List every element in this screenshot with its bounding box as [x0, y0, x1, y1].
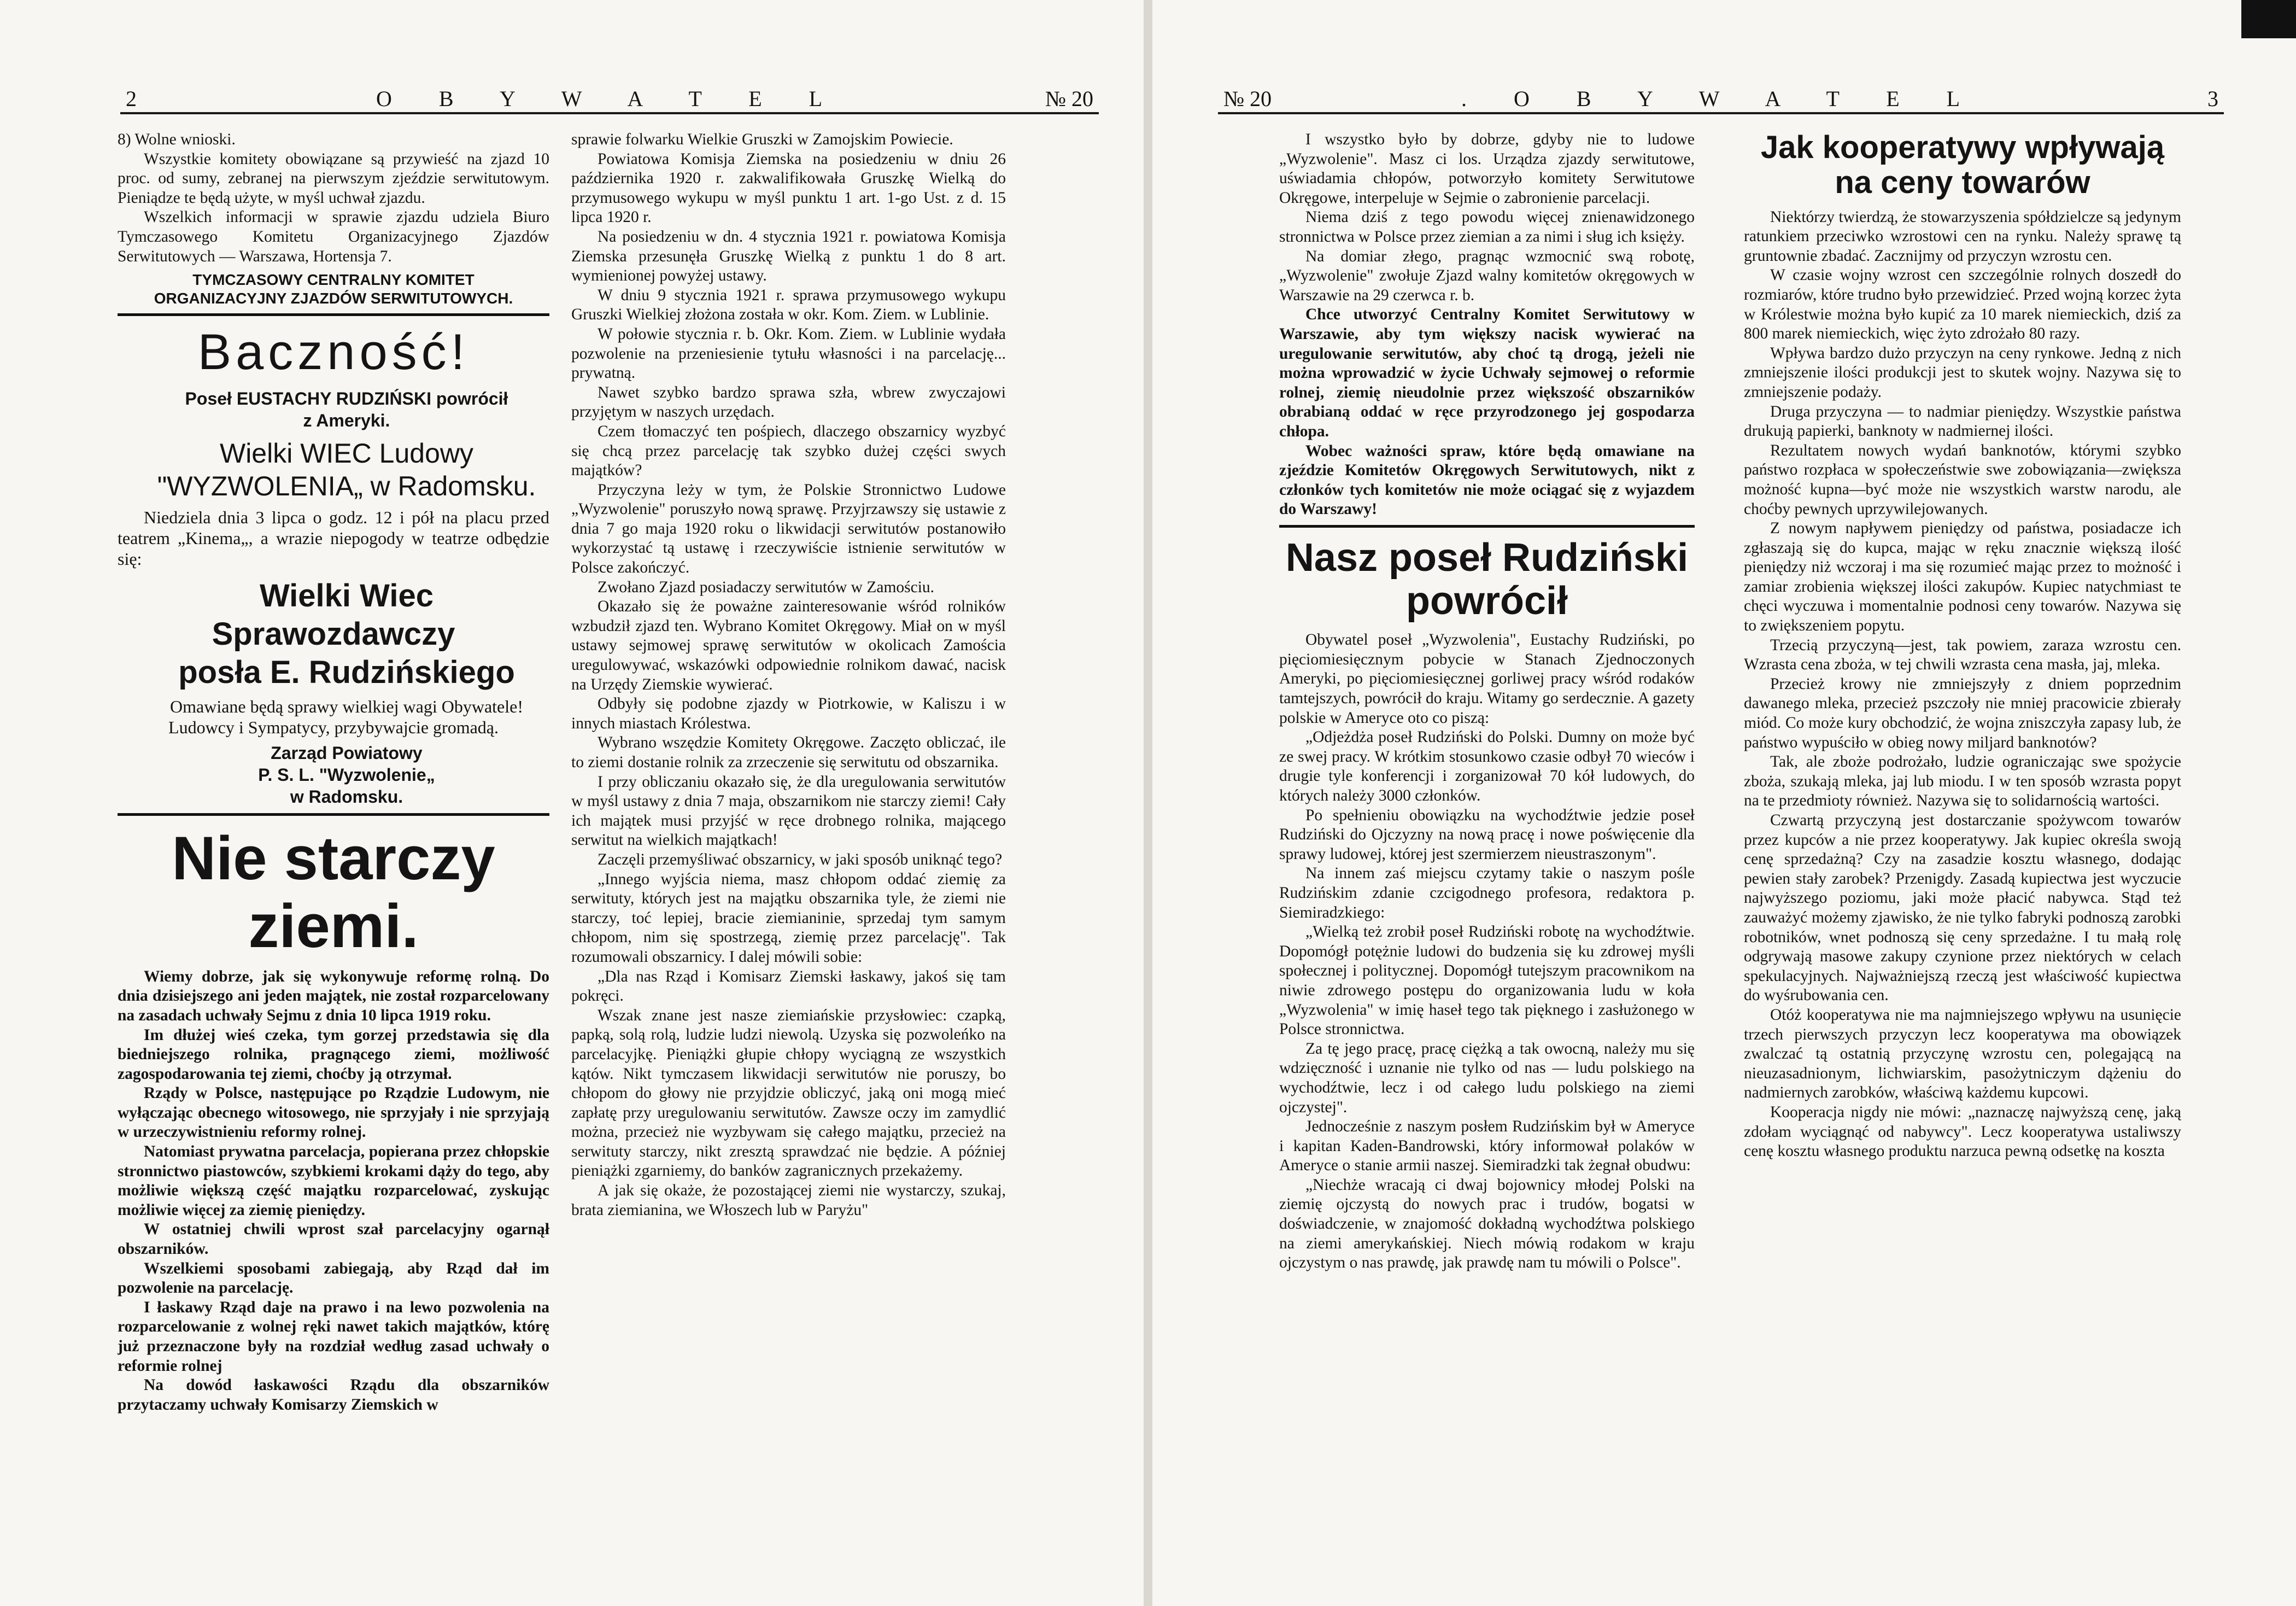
paragraph: Na domiar złego, pragnąc wzmocnić swą robotę, „Wyzwolenie" zwołuje Zjazd walny komitetów okręgowych w Warszawie na 29 czerwca r. b. [1279, 247, 1695, 304]
paragraph: Wszak znane jest nasze ziemiańskie przysłowiec: czapką, papką, solą rolą, ludzie ludzi niewolą. Uzyska się pozwoleńko na parcelacyjkę. Pieniążki głupie chłopy wyciągną ze wszystkich kątów. Nikt tymczasem likwidacji serwitutów nie poruszy, bo chłopom do głowy nie przyjdzie obliczyć, jaką oni mogą mieć zapłatę przy uregulowaniu serwitutów. Zawsze oczy im zamydlić można, przecież nie wyzbywam się całego majątku, przecież na serwituty starczy, nikt zresztą sprawdzać nie będzie. A później pieniążki zgarniemy, do banków zagranicznych przekażemy. [571, 1006, 1006, 1180]
paragraph: sprawie folwarku Wielkie Gruszki w Zamojskim Powiecie. [571, 131, 953, 148]
signature [118, 271, 549, 308]
paragraph: „Niechże wracają ci dwaj bojownicy młodej Polski na ziemię ojczystą do nowych prac i trudów, bogatsi w doświadczenie, w znajomość dokładną wychodźtwa polskiego na ziemi amerykańskiej. Niech mówią rodakom w kraju ojczystym o nas prawdę, jak prawdę nam tu mówili o Polsce". [1279, 1176, 1695, 1272]
paragraph: Na dowód łaskawości Rządu dla obszarników przytaczamy uchwały Komisarzy Ziemskich w [118, 1376, 549, 1414]
paragraph: Za tę jego pracę, pracę ciężką a tak owocną, należy mu się wdzięczność i uznanie nie tylko od nas — ludu polskiego na wychodźtwie, lecz i od całego ludu polskiego na ziemi ojczystej". [1279, 1039, 1695, 1116]
announcement-text: Niedziela dnia 3 lipca o godz. 12 i pół na placu przed teatrem „Kinema„, a wrazie niepogody w teatrze odbędzie się: [118, 507, 549, 569]
paragraph: Obywatel poseł „Wyzwolenia", Eustachy Rudziński, po pięciomiesięcznym pobycie w Stanach Zjednoczonych Ameryki, po pięciomiesięcznej gorliwej pracy wśród rodaków tamtejszych, powrócił do kraju. Witamy go serdecznie. A gazety polskie w Ameryce oto co piszą: [1279, 631, 1695, 727]
page-gutter [1144, 0, 1152, 1606]
issue-number: № 20 [1223, 86, 1272, 111]
announcement-signature: Zarząd Powiatowy [271, 743, 423, 763]
paragraph: Kooperacja nigdy nie mówi: „naznaczę najwyższą cenę, jaką zdołam wyciągnąć od nabywcy". Lecz kooperatywa ustaliwszy cenę kosztu własnego produktu narzuca pewną odsetkę na koszta [1744, 1103, 2181, 1160]
paragraph: Rezultatem nowych wydań banknotów, którymi szybko państwo rozpłaca w społeczeństwie swe zobowiązania—zwiększa możność kupna—być może nie wszystkich warstw narodu, ale choćby pewnych uprzywilejowanych. [1744, 441, 2181, 518]
paragraph: Powiatowa Komisja Ziemska na posiedzeniu w dniu 26 października 1920 r. zakwalifikowała Gruszkę Wielką do przymusowego wykupu w myśl punktu 1 art. 1-go Ust. z d. 15 lipca 1920 r. [571, 150, 1006, 226]
paragraph: Wobec ważności spraw, które będą omawiane na zjeździe Komitetów Okręgowych Serwitutowych, nikt z członków tych komitetów nie może ociągać się z wyjazdem do Warszawy! [1279, 442, 1695, 518]
column-3 [1279, 130, 1695, 1508]
page-number: 3 [2207, 86, 2218, 111]
paragraph: Okazało się że poważne zainteresowanie wśród rolników wzbudził zjazd ten. Wybrano Komitet Okręgowy. Miał on w myśl ustawy sejmowej sprawę serwitutów w okolicach Zamościa uregulowywać, wskazówki odpowiednie rolnikom dawać, nacisk na Urzędy Ziemskie wywierać. [571, 598, 1006, 693]
column-1 [118, 130, 549, 1508]
announcement-title: Baczność! [197, 324, 470, 381]
announcement-signature: w Radomsku. [290, 787, 403, 807]
divider [118, 813, 549, 816]
page-number: 2 [126, 86, 137, 111]
paragraph: „Odjeżdża poseł Rudziński do Polski. Dumny on może być ze swej pracy. W krótkim stosunkowo czasie odbył 70 wieców i drugie tyle konferencji i zorganizował 70 kół ludowych, do których należy 3000 członków. [1279, 728, 1695, 804]
paragraph: Rządy w Polsce, następujące po Rządzie Ludowym, nie wyłączając obecnego witosowego, nie sprzyjały i nie sprzyjają w urzeczywistnieniu reformy rolnej. [118, 1084, 549, 1141]
article-headline [1744, 130, 2181, 200]
paragraph: Z nowym napływem pieniędzy od państwa, posiadacze ich zgłaszają się do kupca, mając w ręku znacznie większą ilość pieniędzy niż wczoraj i ma się rozumieć mając przez to możność i zamiar zrobienia większej ilości zakupów. Kupiec natychmiast te chęci wyczuwa i momentalnie podnosi ceny towarów. Nazywa się to zwiększeniem popytu. [1744, 519, 2181, 635]
signature-line: ORGANIZACYJNY ZJAZDÓW SERWITUTOWYCH. [154, 290, 513, 307]
masthead-title: O B Y W A T E L [376, 86, 844, 111]
article-headline [118, 825, 549, 959]
paragraph: I przy obliczaniu okazało się, że dla uregulowania serwitutów w myśl ustawy z dnia 7 maja, obszarnikom nie starczy ziemi! Cały ich majątek musi przyjść w ręce drobnego rolnika, mającego serwitut na wielkich majątkach! [571, 773, 1006, 849]
announcement-text: Omawiane będą sprawy wielkiej wagi Obywatele! Ludowcy i Sympatycy, przybywajcie gromadą. [168, 697, 523, 738]
paragraph: Nawet szybko bardzo sprawa szła, wbrew zwyczajowi przyjętym w naszych urzędach. [571, 383, 1006, 421]
column-4 [1744, 130, 2181, 1508]
paragraph: Im dłużej wieś czeka, tym gorzej przedstawia się dla biedniejszego rolnika, pragnącego ziemi, możliwość zagospodarowania tej ziemi, choćby ją otrzymał. [118, 1026, 549, 1083]
paragraph: Przyczyna leży w tym, że Polskie Stronnictwo Ludowe „Wyzwolenie" poruszyło nową sprawę. Przyjrzawszy się ustawie z dnia 7 go maja 1920 roku o likwidacji serwitutów postanowiło wykorzystać tą ustawę i rzeczywiście istnienie serwitutów w Polsce zakończyć. [571, 481, 1006, 577]
signature-line: TYMCZASOWY CENTRALNY KOMITET [192, 271, 475, 289]
paragraph: Czem tłomaczyć ten pośpiech, dlaczego obszarnicy wyzbyć się chcą przez parcelację tak szybko dużej części swych majątków? [571, 422, 1006, 480]
paragraph: Wszelkich informacji w sprawie zjazdu udziela Biuro Tymczasowego Komitetu Organizacyjnego Zjazdów Serwitutowych — Warszawa, Hortensja 7. [118, 208, 549, 265]
paragraph: Wszystkie komitety obowiązane są przywieść na zjazd 10 proc. od sumy, zebranej na pierwszym zjeździe serwitutowym. Pieniądze te będą użyte, w myśl uchwał zjazdu. [118, 150, 549, 207]
paragraph: Po spełnieniu obowiązku na wychodźtwie jedzie poseł Rudziński do Ojczyzny na nową pracę i nowe poświęcenie dla sprawy ludowej, której jest szermierzem nieustraszonym". [1279, 806, 1695, 863]
announcement-line: z Ameryki. [303, 411, 390, 431]
paragraph: W czasie wojny wzrost cen szczególnie rolnych doszedł do rozmiarów, które trudno było przewidzieć. Przed wojną korzec żyta w Królestwie można było kupić za 10 marek niemieckich, dziś za 800 marek niemieckich, więc żyto zdrożało 80 razy. [1744, 266, 2181, 343]
paragraph: Na innem zaś miejscu czytamy takie o naszym pośle Rudzińskim zdanie czcigodnego profesora, redaktora p. Siemiradzkiego: [1279, 865, 1695, 921]
masthead-title: . O B Y W A T E L [1461, 86, 1981, 111]
divider [1279, 525, 1695, 528]
page-right [1152, 0, 2296, 1606]
paragraph: A jak się okaże, że pozostającej ziemi nie wystarczy, szukaj, brata ziemianina, we Włoszech lub w Paryżu" [571, 1182, 1006, 1219]
paragraph: Przecież krowy nie zmniejszyły z dniem poprzednim dawanego mleka, przecież pszczoły nie mniej pracowicie zbierały miód. Co może kury obchodzić, że wojna zniszczyła zapasy lub, że państwo wypuściło w obieg nowy miljard banknotów? [1744, 675, 2181, 751]
paragraph: Czwartą przyczyną jest dostarczanie spożywcom towarów przez kupców a nie przez kooperatywy. Jak kupiec określa swoją cenę sprzedażną? Czy na zasadzie kosztu własnego, dodając pewien stały zarobek? Przenigdy. Zasadą kupiectwa jest wyczucie najwyższego poziomu, jaki może płacić nabywca. Stąd też zauważyć możemy zjawisko, że nie tylko fabryki podnoszą zarobki robotników, wnet podnoszą się ceny sprzedażne. I tu małą rolę odgrywają masowe zakupy czynione przez niektórych w celach spekulacyjnych. Najważniejszą rzeczą jest właściwość kupiectwa do wyśrubowania cen. [1744, 811, 2181, 1005]
page-header-right [1218, 85, 2224, 114]
paragraph: W dniu 9 stycznia 1921 r. sprawa przymusowego wykupu Gruszki Wielkiej złożona została w okr. Kom. Ziem. w Lublinie. [571, 286, 1006, 324]
column-2 [571, 130, 1006, 1508]
paragraph: I wszystko było by dobrze, gdyby nie to ludowe „Wyzwolenie". Masz ci los. Urządza zjazdy serwitutowe, uświadamia chłopów, potworzyło komitety Serwitutowe Okręgowe, interpeluje w Sejmie o zabronienie parcelacji. [1279, 131, 1695, 207]
announcement-heading: Wielki WIEC Ludowy [220, 438, 473, 469]
announcement-signature: P. S. L. "Wyzwolenie„ [258, 765, 435, 785]
headline-text: Nasz poseł Rudziński powrócił [1285, 535, 1689, 623]
paragraph: Jednocześnie z naszym posłem Rudzińskim był w Ameryce i kapitan Kaden-Bandrowski, który informował polaków w Ameryce o stanie armii naszej. Siemiradzki tak żegnał obudwu: [1279, 1118, 1695, 1175]
paragraph: Na posiedzeniu w dn. 4 stycznia 1921 r. powiatowa Komisja Ziemska przesunęła Gruszkę Wielką z punktu 1 do 8 art. wymienionej powyżej ustawy. [571, 227, 1006, 285]
paragraph: Odbyły się podobne zjazdy w Piotrkowie, w Kaliszu i w innych miastach Królestwa. [571, 695, 1006, 732]
announcement [118, 325, 549, 808]
paragraph: „Innego wyjścia niema, masz chłopom oddać ziemię za serwituty, których jest na majątku obszarnika tyle, że ziemi nie starczy, toć lepiej, bracie ziemianinie, sprzedaj tym samym chłopom, nim się spostrzegą, ziemię przez parcelację". Tak rozumowali obszarnicy. I dalej mówili sobie: [571, 870, 1006, 966]
issue-number: № 20 [1045, 86, 1093, 111]
scan-edge [2241, 0, 2296, 38]
announcement-heading: posła E. Rudzińskiego [178, 655, 515, 691]
paragraph: Trzecią przyczyną—jest, tak powiem, zaraza wzrostu cen. Wzrasta cena zboża, w tej chwili wzrasta cena masła, jaj, mleka. [1744, 636, 2181, 674]
paragraph: I łaskawy Rząd daje na prawo i na lewo pozwolenia na rozparcelowanie z wolnej ręki nawet takich majątków, którę już przeznaczone były na rozdział według zasad uchwały o reformie rolnej [118, 1298, 549, 1375]
announcement-heading: Wielki Wiec Sprawozdawczy [212, 578, 455, 652]
page-header-left [120, 85, 1099, 114]
paragraph: W połowie stycznia r. b. Okr. Kom. Ziem. w Lublinie wydała pozwolenie na przeniesienie tytułu własności i na parcelację... prywatną. [571, 325, 1006, 382]
paragraph: Natomiast prywatna parcelacja, popierana przez chłopskie stronnictwo piastowców, szybkiemi krokami dąży do tego, aby możliwie większą część majątku rozparcelować, zyskując możliwie więcej za ziemię pieniędzy. [118, 1143, 549, 1219]
paragraph: Chce utworzyć Centralny Komitet Serwitutowy w Warszawie, aby tym większy nacisk wywierać na uregulowanie serwitutów, aby choć tą drogą, jeżeli nie można wprowadzić w życie Uchwały sejmowej o reformie rolnej, ziemię nieudolnie przez większość obszarników obrabianą oddać w ręce przyrodzonego jej gospodarza chłopa. [1279, 306, 1695, 440]
paragraph: Wiemy dobrze, jak się wykonywuje reformę rolną. Do dnia dzisiejszego ani jeden majątek, nie został rozparcelowany na zasadach uchwały Sejmu z dnia 10 lipca 1919 roku. [118, 967, 549, 1024]
announcement-line: Poseł EUSTACHY RUDZIŃSKI powrócił [185, 389, 508, 409]
paragraph: Tak, ale zboże podrożało, ludzie ograniczając swe spożycie zboża, szukają mleka, jaj lub miodu. I w ten sposób wzrasta popyt na te przedmioty również. Nazywa się to solidarnością wartości. [1744, 753, 2181, 810]
paragraph: Otóż kooperatywa nie ma najmniejszego wpływu na usunięcie trzech pierwszych przyczyn lecz kooperatywa ma obowiązek zwalczać tą ostatnią przyczynę wzrostu cen, polegającą na nieuzasadnionym, lichwiarskim, pasożytniczym dążeniu do nadmiernych zarobków, właściwą każdemu kupcowi. [1744, 1006, 2181, 1102]
paragraph: „Dla nas Rząd i Komisarz Ziemski łaskawy, jakoś się tam pokręci. [571, 967, 1006, 1005]
paragraph: Druga przyczyna — to nadmiar pieniędzy. Wszystkie państwa drukują papierki, banknoty w nadmiernej ilości. [1744, 402, 2181, 440]
paragraph: Niema dziś z tego powodu więcej znienawidzonego stronnictwa w Polsce przez ziemian a za nimi i sług ich księży. [1279, 208, 1695, 246]
paragraph: Zaczęli przemyśliwać obszarnicy, w jaki sposób uniknąć tego? [598, 850, 1003, 868]
announcement-heading: "WYZWOLENIA„ w Radomsku. [157, 471, 536, 502]
page-left [0, 0, 1144, 1606]
headline-text: Jak kooperatywy wpływają na ceny towarów [1760, 130, 2165, 200]
divider [118, 313, 549, 316]
paragraph: Wszelkiemi sposobami zabiegają, aby Rząd dał im pozwolenie na parcelację. [118, 1259, 549, 1297]
paragraph: Zwołano Zjazd posiadaczy serwitutów w Zamościu. [598, 578, 935, 596]
paragraph: W ostatniej chwili wprost szał parcelacyjny ogarnął obszarników. [118, 1220, 549, 1258]
paragraph: Niektórzy twierdzą, że stowarzyszenia spółdzielcze są jedynym ratunkiem przeciwko wzrostowi cen na rynku. Należy sprawę tą gruntownie zbadać. Zacznijmy od przyczyn wzrostu cen. [1744, 208, 2181, 265]
headline-text: Nie starczy ziemi. [172, 824, 495, 960]
paragraph: 8) Wolne wnioski. [118, 131, 236, 148]
paragraph: „Wielką też zrobił poseł Rudziński robotę na wychodźtwie. Dopomógł potężnie ludowi do budzenia się ku zdrowej myśli społecznej i politycznej. Dopomógł tutejszym pracownikom na niwie zdrowego postępu do organizowania ludu w koła „Wyzwolenia" w imię haseł tego tak pięknego i zasłużonego w Polsce stronnictwa. [1279, 923, 1695, 1038]
article-headline [1279, 536, 1695, 623]
paragraph: Wpływa bardzo dużo przyczyn na ceny rynkowe. Jedną z nich zmniejszenie ilości produkcji jest to skutek wojny. Nazywa się to zmniejszenie podaży. [1744, 344, 2181, 401]
paragraph: Wybrano wszędzie Komitety Okręgowe. Zaczęto obliczać, ile to ziemi dostanie rolnik za zrzeczenie się serwitutu od obszarnika. [571, 734, 1006, 771]
